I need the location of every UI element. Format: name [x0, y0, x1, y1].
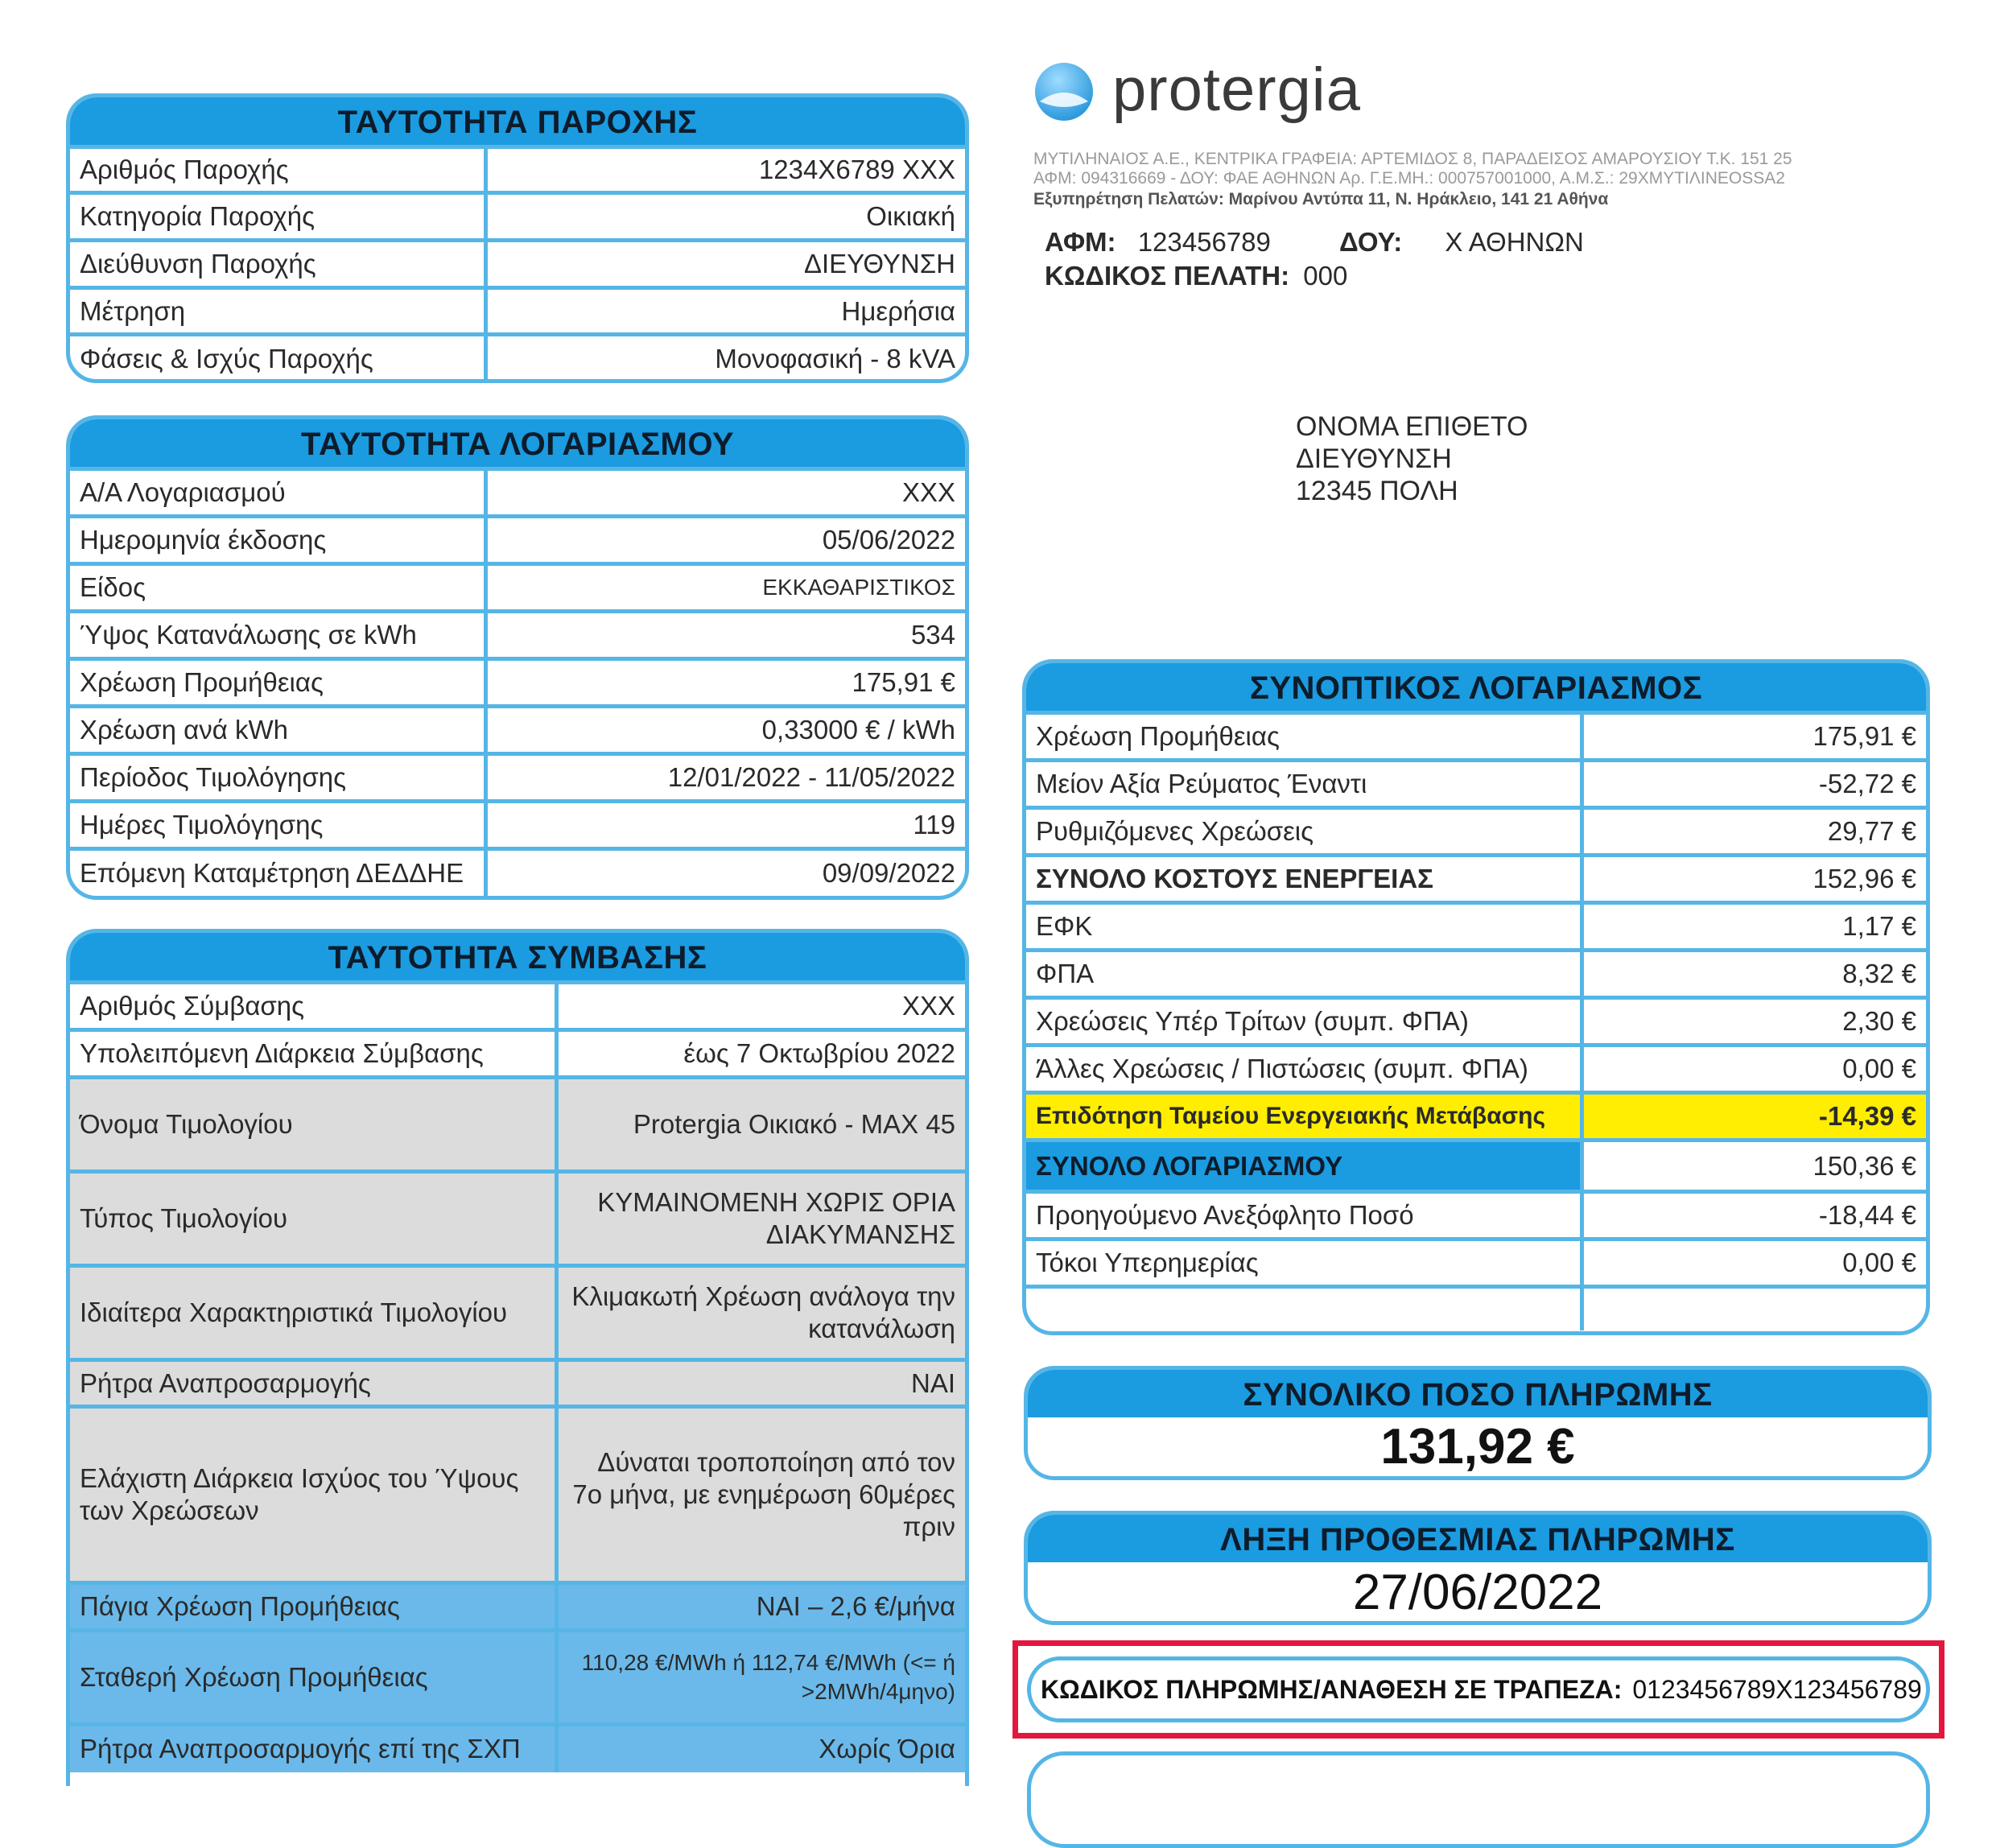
- table-row: [70, 754, 965, 802]
- table-row: [70, 193, 965, 241]
- table-row: [1026, 1093, 1926, 1141]
- payment-code-row: [1041, 1675, 1922, 1705]
- row-value: 1,17 €: [1582, 903, 1926, 951]
- row-value: έως 7 Οκτωβρίου 2022: [556, 1030, 965, 1078]
- row-label: Χρεώσεις Υπέρ Τρίτων (συμπ. ΦΠΑ): [1026, 998, 1582, 1046]
- row-value: -52,72 €: [1582, 761, 1926, 808]
- row-value: XXX: [485, 469, 965, 517]
- row-value: ΝΑΙ – 2,6 €/μήνα: [556, 1583, 965, 1631]
- row-label: Ημέρες Τιμολόγησης: [70, 802, 485, 849]
- row-label: Περίοδος Τιμολόγησης: [70, 754, 485, 802]
- table-row: [70, 288, 965, 335]
- row-label: Κατηγορία Παροχής: [70, 193, 485, 241]
- row-label: Υπολειπόμενη Διάρκεια Σύμβασης: [70, 1030, 556, 1078]
- table-row: [70, 1583, 965, 1631]
- row-value: 0,00 €: [1582, 1240, 1926, 1287]
- supply-table: [70, 145, 965, 382]
- table-row: [1026, 998, 1926, 1046]
- row-label: Ιδιαίτερα Χαρακτηριστικά Τιμολογίου: [70, 1266, 556, 1360]
- table-row: [1026, 856, 1926, 903]
- table-row: [70, 1725, 965, 1772]
- client-code-row: [1045, 261, 1347, 291]
- due-date-panel: [1024, 1511, 1932, 1625]
- table-row: [70, 1360, 965, 1407]
- due-date-title: ΛΗΞΗ ΠΡΟΘΕΣΜΙΑΣ ΠΛΗΡΩΜΗΣ: [1028, 1515, 1928, 1562]
- company-line-1: ΜΥΤΙΛΗΝΑΙΟΣ Α.Ε., ΚΕΝΤΡΙΚΑ ΓΡΑΦΕΙΑ: ΑΡΤΕΜΙΔΟΣ 8, ΠΑΡΑΔΕΙΣΟΣ ΑΜΑΡΟΥΣΙΟΥ Τ.Κ. 151 25: [1033, 150, 1792, 168]
- row-label: Ελάχιστη Διάρκεια Ισχύος του Ύψους των Χρεώσεων: [70, 1407, 556, 1583]
- row-value: 175,91 €: [1582, 713, 1926, 761]
- table-row: [70, 849, 965, 896]
- row-label: Αριθμός Παροχής: [70, 147, 485, 193]
- row-label: Άλλες Χρεώσεις / Πιστώσεις (συμπ. ΦΠΑ): [1026, 1046, 1582, 1093]
- row-value: -18,44 €: [1582, 1192, 1926, 1240]
- row-label: Επιδότηση Ταμείου Ενεργειακής Μετάβασης: [1026, 1093, 1582, 1141]
- row-value: XXX: [556, 983, 965, 1030]
- contract-title: ΤΑΥΤΟΤΗΤΑ ΣΥΜΒΑΣΗΣ: [70, 933, 965, 980]
- row-label: Ύψος Κατανάλωσης σε kWh: [70, 612, 485, 659]
- recipient-block: [1296, 410, 1528, 507]
- payment-code-value: 0123456789X123456789: [1632, 1675, 1922, 1704]
- table-row: [70, 1172, 965, 1266]
- recipient-address: ΔΙΕΥΘΥΝΣΗ: [1296, 443, 1452, 474]
- afm-label: ΑΦΜ:: [1045, 227, 1116, 257]
- row-label: [1026, 1287, 1582, 1330]
- row-value: ΝΑΙ: [556, 1360, 965, 1407]
- summary-panel: [1022, 659, 1930, 1335]
- table-row: [1026, 1141, 1926, 1192]
- table-row: [70, 1078, 965, 1172]
- row-value: 05/06/2022: [485, 517, 965, 564]
- row-label: Πάγια Χρέωση Προμήθειας: [70, 1583, 556, 1631]
- row-label: Διεύθυνση Παροχής: [70, 241, 485, 288]
- row-label: ΣΥΝΟΛΟ ΚΟΣΤΟΥΣ ΕΝΕΡΓΕΙΑΣ: [1026, 856, 1582, 903]
- row-value: 152,96 €: [1582, 856, 1926, 903]
- table-row: [70, 612, 965, 659]
- row-label: Χρέωση Προμήθειας: [1026, 713, 1582, 761]
- next-info-box: [1027, 1751, 1930, 1848]
- row-label: Επόμενη Καταμέτρηση ΔΕΔΔΗΕ: [70, 849, 485, 896]
- table-row: [70, 469, 965, 517]
- recipient-city: 12345 ΠΟΛΗ: [1296, 476, 1458, 506]
- recipient-name: ΟΝΟΜΑ ΕΠΙΘΕΤΟ: [1296, 411, 1528, 442]
- doy-label: ΔΟΥ:: [1339, 227, 1403, 257]
- company-logo: [1032, 55, 1483, 127]
- payment-code-label: ΚΩΔΙΚΟΣ ΠΛΗΡΩΜΗΣ/ΑΝΑΘΕΣΗ ΣΕ ΤΡΑΠΕΖΑ:: [1041, 1675, 1623, 1704]
- table-row: [70, 564, 965, 612]
- row-label: Ρήτρα Αναπροσαρμογής επί της ΣΧΠ: [70, 1725, 556, 1772]
- row-label: Φάσεις & Ισχύς Παροχής: [70, 335, 485, 382]
- table-row: [1026, 808, 1926, 856]
- row-label: Τόκοι Υπερημερίας: [1026, 1240, 1582, 1287]
- table-row: [1026, 1240, 1926, 1287]
- row-label: Χρέωση Προμήθειας: [70, 659, 485, 707]
- table-row: [70, 335, 965, 382]
- client-code-label: ΚΩΔΙΚΟΣ ΠΕΛΑΤΗ:: [1045, 261, 1290, 291]
- total-payment-panel: [1024, 1366, 1932, 1480]
- table-row: [70, 1266, 965, 1360]
- row-label: Αριθμός Σύμβασης: [70, 983, 556, 1030]
- logo-text: protergia: [1112, 56, 1361, 124]
- row-label: Μέτρηση: [70, 288, 485, 335]
- table-row: [1026, 903, 1926, 951]
- table-row: [1026, 1192, 1926, 1240]
- row-value: ΔΙΕΥΘΥΝΣΗ: [485, 241, 965, 288]
- row-value: 8,32 €: [1582, 951, 1926, 998]
- due-date-value: 27/06/2022: [1352, 1565, 1603, 1620]
- row-value: Χωρίς Όρια: [556, 1725, 965, 1772]
- row-label: Ρήτρα Αναπροσαρμογής: [70, 1360, 556, 1407]
- afm-row: [1045, 227, 1584, 258]
- contract-table: [70, 980, 965, 1772]
- row-label: Προηγούμενο Ανεξόφλητο Ποσό: [1026, 1192, 1582, 1240]
- table-row: [70, 659, 965, 707]
- company-line-2: ΑΦΜ: 094316669 - ΔΟΥ: ΦΑΕ ΑΘΗΝΩΝ Αρ. Γ.Ε.ΜΗ.: 000757001000, Α.Μ.Σ.: 29ΧΜΥΤΙΛΙΝΕΟSSA2: [1033, 169, 1785, 188]
- row-label: Ημερομηνία έκδοσης: [70, 517, 485, 564]
- row-value: 150,36 €: [1582, 1141, 1926, 1192]
- table-row: [70, 147, 965, 193]
- row-value: 09/09/2022: [485, 849, 965, 896]
- row-value: 12/01/2022 - 11/05/2022: [485, 754, 965, 802]
- row-label: Μείον Αξία Ρεύματος Έναντι: [1026, 761, 1582, 808]
- row-value: [1582, 1287, 1926, 1330]
- row-value: 0,00 €: [1582, 1046, 1926, 1093]
- company-line-3: Εξυπηρέτηση Πελατών: Μαρίνου Αντύπα 11, Ν. Ηράκλειο, 141 21 Αθήνα: [1033, 190, 1609, 208]
- supply-panel: [66, 93, 969, 383]
- table-row: [1026, 1287, 1926, 1330]
- row-value: 175,91 €: [485, 659, 965, 707]
- table-row: [70, 517, 965, 564]
- row-value: 2,30 €: [1582, 998, 1926, 1046]
- row-value: Κλιμακωτή Χρέωση ανάλογα την κατανάλωση: [556, 1266, 965, 1360]
- account-title: ΤΑΥΤΟΤΗΤΑ ΛΟΓΑΡΙΑΣΜΟΥ: [70, 419, 965, 467]
- row-label: Ρυθμιζόμενες Χρεώσεις: [1026, 808, 1582, 856]
- table-row: [70, 707, 965, 754]
- row-value: Protergia Οικιακό - MAX 45: [556, 1078, 965, 1172]
- table-row: [70, 1407, 965, 1583]
- contract-panel: [66, 929, 969, 1786]
- summary-table: [1026, 711, 1926, 1330]
- account-table: [70, 467, 965, 896]
- afm-value: 123456789: [1137, 227, 1271, 257]
- row-value: 0,33000 € / kWh: [485, 707, 965, 754]
- row-label: Τύπος Τιμολογίου: [70, 1172, 556, 1266]
- row-value: 119: [485, 802, 965, 849]
- row-value: Μονοφασική - 8 kVA: [485, 335, 965, 382]
- row-label: Σταθερή Χρέωση Προμήθειας: [70, 1631, 556, 1725]
- protergia-logo-icon: [1032, 60, 1096, 124]
- row-value: 1234X6789 XXX: [485, 147, 965, 193]
- row-label: ΣΥΝΟΛΟ ΛΟΓΑΡΙΑΣΜΟΥ: [1026, 1141, 1582, 1192]
- row-label: Όνομα Τιμολογίου: [70, 1078, 556, 1172]
- total-payment-title: ΣΥΝΟΛΙΚΟ ΠΟΣΟ ΠΛΗΡΩΜΗΣ: [1028, 1370, 1928, 1417]
- table-row: [70, 802, 965, 849]
- row-value: Οικιακή: [485, 193, 965, 241]
- table-row: [1026, 713, 1926, 761]
- row-label: Είδος: [70, 564, 485, 612]
- summary-title: ΣΥΝΟΠΤΙΚΟΣ ΛΟΓΑΡΙΑΣΜΟΣ: [1026, 663, 1926, 711]
- table-row: [70, 983, 965, 1030]
- row-value: Ημερήσια: [485, 288, 965, 335]
- row-label: ΕΦΚ: [1026, 903, 1582, 951]
- table-row: [70, 1631, 965, 1725]
- row-value: 534: [485, 612, 965, 659]
- table-row: [1026, 1046, 1926, 1093]
- row-label: Χρέωση ανά kWh: [70, 707, 485, 754]
- row-value: 29,77 €: [1582, 808, 1926, 856]
- doy-value: Χ ΑΘΗΝΩΝ: [1445, 227, 1584, 257]
- table-row: [1026, 761, 1926, 808]
- row-value: Δύναται τροποποίηση από τον 7ο μήνα, με ενημέρωση 60μέρες πριν: [556, 1407, 965, 1583]
- table-row: [1026, 951, 1926, 998]
- row-value: ΚΥΜΑΙΝΟΜΕΝΗ ΧΩΡΙΣ ΟΡΙΑ ΔΙΑΚΥΜΑΝΣΗΣ: [556, 1172, 965, 1266]
- row-value: ΕΚΚΑΘΑΡΙΣΤΙΚΟΣ: [485, 564, 965, 612]
- payment-code-pill: [1027, 1656, 1930, 1722]
- client-code-value: 000: [1303, 261, 1348, 291]
- table-row: [70, 241, 965, 288]
- row-value: 110,28 €/MWh ή 112,74 €/MWh (<= ή >2MWh/4μηνο): [556, 1631, 965, 1725]
- row-label: Α/Α Λογαριασμού: [70, 469, 485, 517]
- row-value: -14,39 €: [1582, 1093, 1926, 1141]
- account-panel: [66, 415, 969, 900]
- row-label: ΦΠΑ: [1026, 951, 1582, 998]
- supply-title: ΤΑΥΤΟΤΗΤΑ ΠΑΡΟΧΗΣ: [70, 97, 965, 145]
- table-row: [70, 1030, 965, 1078]
- total-payment-value: 131,92 €: [1380, 1419, 1575, 1475]
